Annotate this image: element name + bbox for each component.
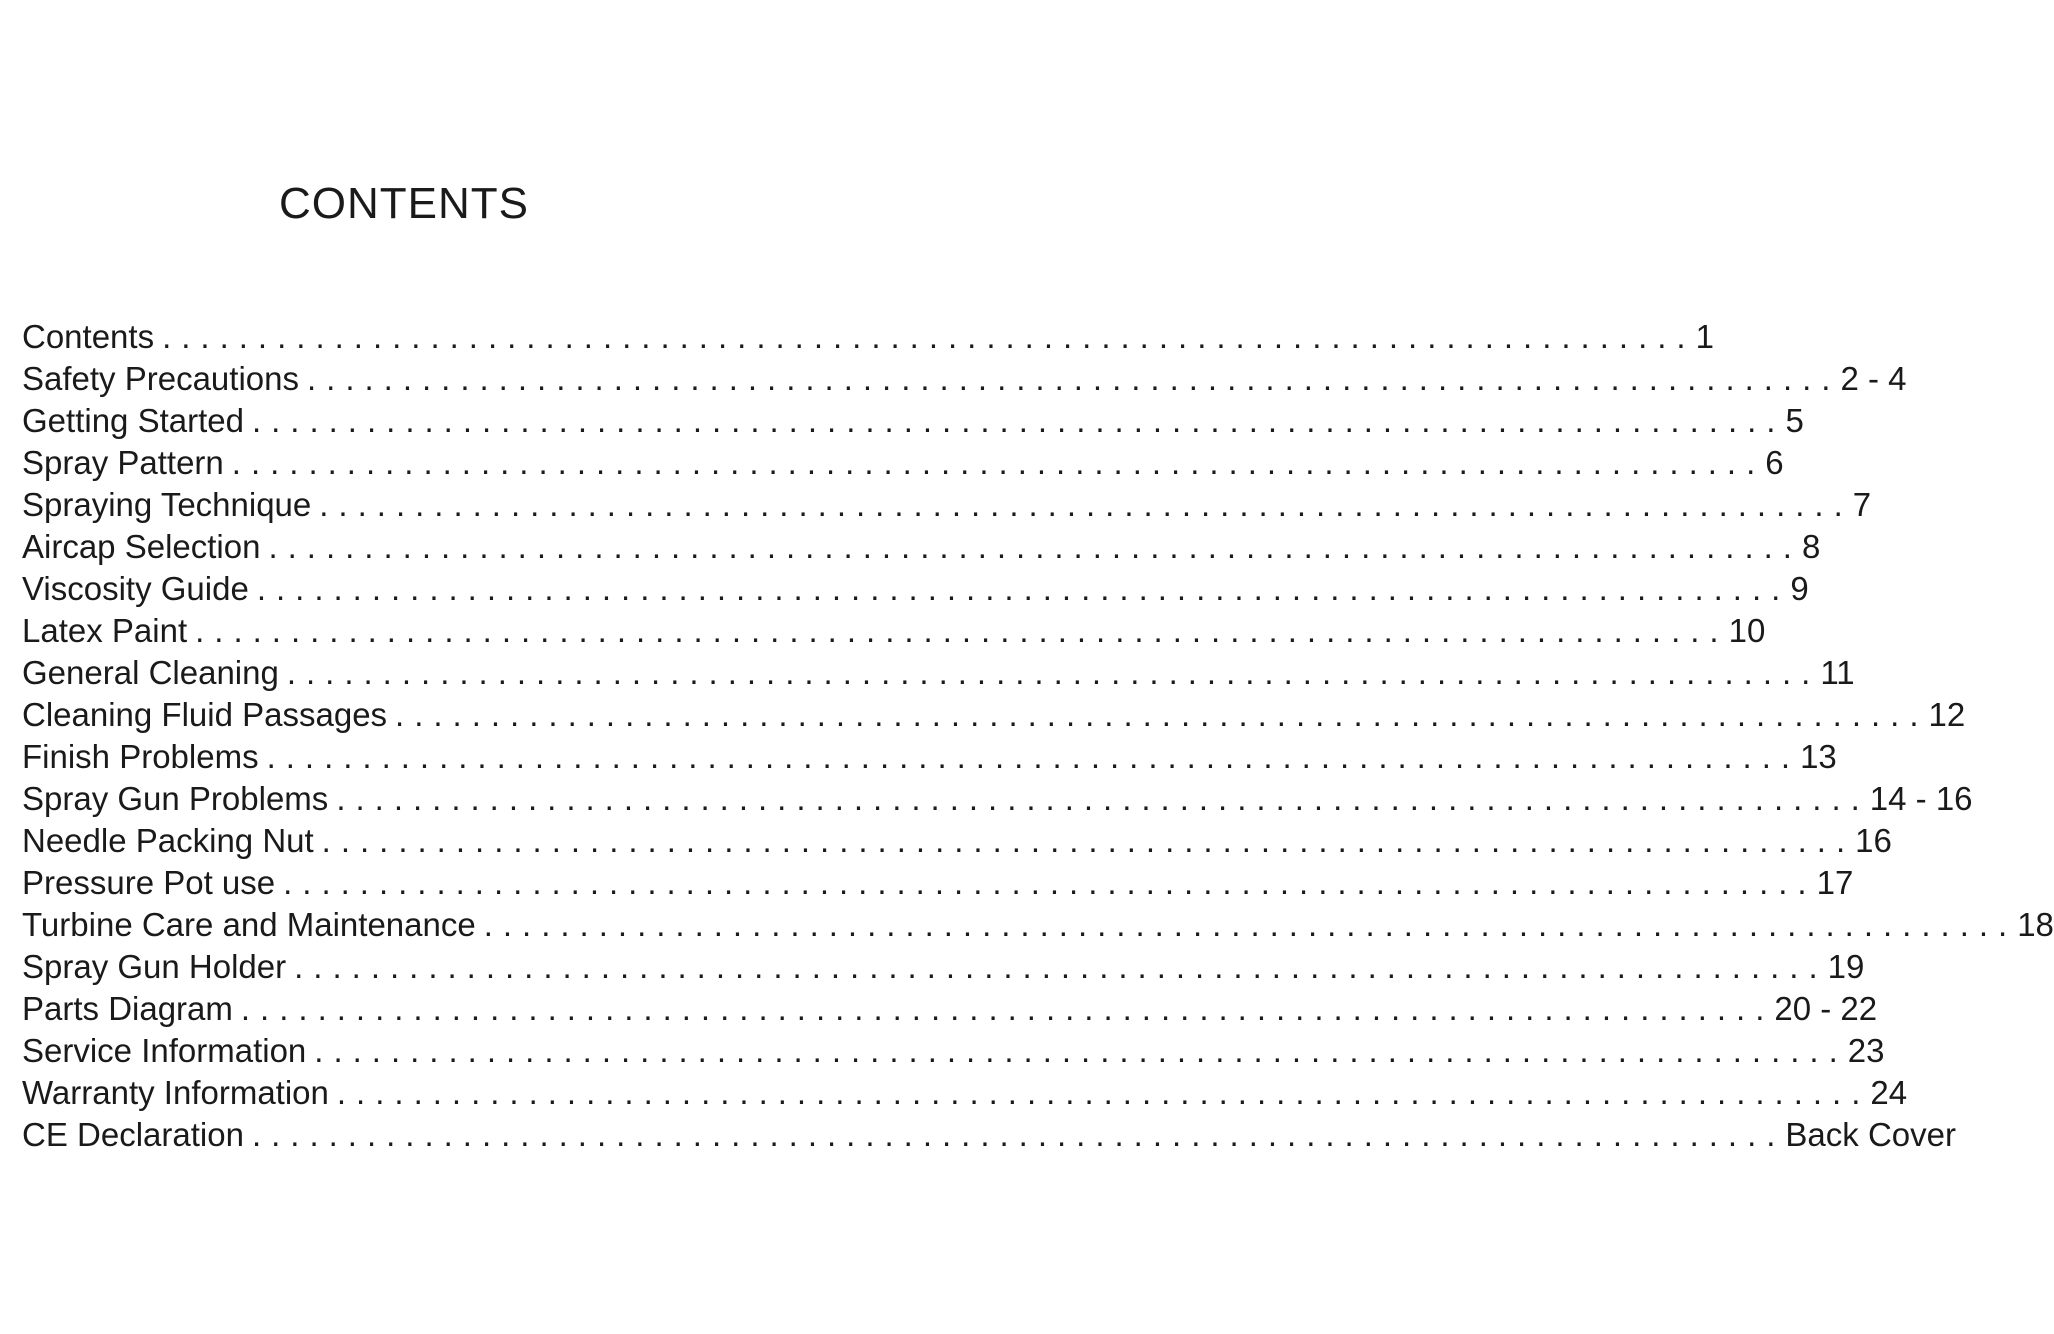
toc-entry xyxy=(22,358,1907,400)
toc-entry-page: 5 xyxy=(1785,402,1804,439)
toc-entry-label: Spray Gun Holder xyxy=(22,948,287,985)
toc-entry-page: Back Cover xyxy=(1785,1116,1956,1153)
toc-entry xyxy=(22,820,1892,862)
toc-entry-label: Needle Packing Nut xyxy=(22,822,314,859)
dot-leader: ................................................................................ xyxy=(195,612,1729,649)
toc-entry-label: Turbine Care and Maintenance xyxy=(22,906,476,943)
toc-entry xyxy=(22,316,1714,358)
toc-entry-page: 9 xyxy=(1790,570,1809,607)
dot-leader: ................................................................................ xyxy=(307,360,1841,397)
toc-entry xyxy=(22,1072,1908,1114)
toc-entry-page: 16 xyxy=(1855,822,1892,859)
dot-leader: ................................................................................ xyxy=(231,444,1766,481)
toc-entry-label: General Cleaning xyxy=(22,654,279,691)
toc-entry-label: Parts Diagram xyxy=(22,990,233,1027)
toc-entry-label: Contents xyxy=(22,318,155,355)
toc-entry xyxy=(22,1114,1956,1156)
toc-entry-page: 10 xyxy=(1728,612,1766,649)
dot-leader: ................................................................................ xyxy=(314,1032,1848,1069)
dot-leader: ................................................................................ xyxy=(294,948,1828,985)
toc-entry-page: 14 - 16 xyxy=(1869,780,1973,817)
dot-leader: ................................................................................ xyxy=(336,780,1870,817)
toc-entry-label: Latex Paint xyxy=(22,612,188,649)
toc-entry-label: Cleaning Fluid Passages xyxy=(22,696,388,733)
dot-leader: ................................................................................ xyxy=(256,570,1791,607)
toc-entry-label: CE Declaration xyxy=(22,1116,244,1153)
dot-leader: ................................................................................ xyxy=(240,990,1775,1027)
toc-entry-label: Pressure Pot use xyxy=(22,864,276,901)
toc-entry xyxy=(22,694,1966,736)
toc-entry xyxy=(22,946,1865,988)
dot-leader: ................................................................................ xyxy=(336,1074,1871,1111)
toc-entry xyxy=(22,904,2054,946)
toc-entry-label: Service Information xyxy=(22,1032,307,1069)
toc-entry-page: 8 xyxy=(1801,528,1821,565)
dot-leader: ................................................................................ xyxy=(319,486,1853,523)
dot-leader: ................................................................................ xyxy=(283,864,1817,901)
toc-entry-page: 13 xyxy=(1800,738,1837,775)
toc-entry xyxy=(22,1030,1885,1072)
toc-entry xyxy=(22,610,1766,652)
dot-leader: ................................................................................ xyxy=(286,654,1821,691)
table-of-contents xyxy=(22,316,2054,1156)
dot-leader: ................................................................................ xyxy=(395,696,1929,733)
toc-entry-label: Getting Started xyxy=(22,402,244,439)
toc-entry-page: 18 xyxy=(2017,906,2054,943)
toc-entry-label: Warranty Information xyxy=(22,1074,329,1111)
toc-entry xyxy=(22,526,1821,568)
toc-entry-page: 1 xyxy=(1695,318,1714,355)
toc-entry xyxy=(22,988,1878,1030)
toc-entry-label: Safety Precautions xyxy=(22,360,299,397)
dot-leader: ................................................................................ xyxy=(321,822,1856,859)
toc-entry xyxy=(22,736,1837,778)
toc-entry xyxy=(22,778,1973,820)
toc-entry-page: 2 - 4 xyxy=(1840,360,1907,397)
toc-entry-page: 7 xyxy=(1852,486,1872,523)
toc-entry-label: Spraying Technique xyxy=(22,486,312,523)
toc-entry xyxy=(22,568,1809,610)
toc-entry-label: Aircap Selection xyxy=(22,528,261,565)
toc-entry-label: Finish Problems xyxy=(22,738,259,775)
toc-entry-label: Viscosity Guide xyxy=(22,570,249,607)
dot-leader: ................................................................................ xyxy=(266,738,1801,775)
dot-leader: ................................................................................ xyxy=(268,528,1802,565)
toc-entry-page: 17 xyxy=(1816,864,1854,901)
toc-entry xyxy=(22,400,1804,442)
toc-entry-page: 19 xyxy=(1827,948,1865,985)
toc-entry-label: Spray Gun Problems xyxy=(22,780,329,817)
toc-entry-page: 20 - 22 xyxy=(1774,990,1878,1027)
toc-entry-page: 6 xyxy=(1765,444,1784,481)
toc-entry-page: 24 xyxy=(1870,1074,1908,1111)
toc-entry-page: 23 xyxy=(1847,1032,1885,1069)
dot-leader: ................................................................................ xyxy=(251,1116,1786,1153)
toc-entry-page: 11 xyxy=(1820,654,1855,691)
toc-entry-label: Spray Pattern xyxy=(22,444,224,481)
toc-entry xyxy=(22,442,1784,484)
toc-entry xyxy=(22,652,1855,694)
page-title: CONTENTS xyxy=(279,179,529,228)
dot-leader: ................................................................................ xyxy=(483,906,2018,943)
dot-leader: ................................................................................ xyxy=(251,402,1786,439)
toc-entry xyxy=(22,862,1854,904)
toc-entry xyxy=(22,484,1872,526)
toc-entry-page: 12 xyxy=(1928,696,1966,733)
dot-leader: ................................................................................ xyxy=(162,318,1696,355)
